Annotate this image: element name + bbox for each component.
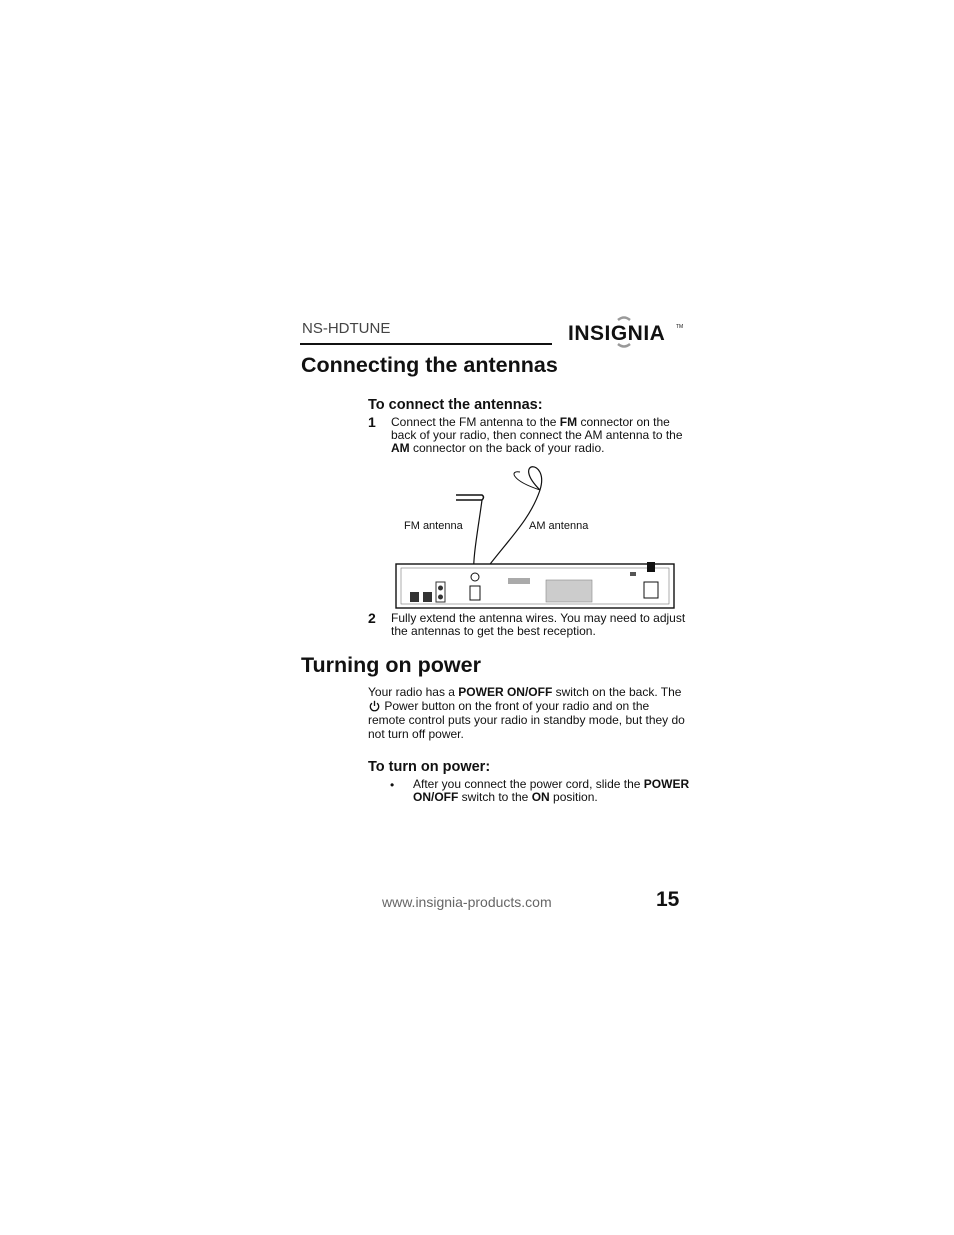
page-number: 15 [656, 888, 680, 911]
logo-text: INSIGNIA [568, 322, 666, 345]
model-name: NS-HDTUNE [302, 320, 391, 337]
logo-tm: TM [676, 324, 684, 330]
bullet-text: After you connect the power cord, slide the POWER ON/OFF switch to the ON position. [413, 777, 690, 804]
fm-antenna-label: FM antenna [404, 520, 463, 532]
section-title-power: Turning on power [301, 653, 481, 677]
step-2-text: Fully extend the antenna wires. You may need to adjust the antennas to get the best reception. [391, 611, 686, 638]
step-number-2: 2 [368, 610, 376, 626]
subheading-turn-on: To turn on power: [368, 759, 491, 775]
bullet-marker: • [390, 778, 395, 792]
power-paragraph: Your radio has a POWER ON/OFF switch on the back. The Power button on the front of your radio and on the remote control puts your radio in standby mode, but they do not turn off power. [368, 685, 685, 741]
insignia-logo [566, 314, 684, 350]
footer-url: www.insignia-products.com [382, 894, 552, 910]
power-icon [368, 700, 381, 712]
fm-antenna-wire [456, 495, 484, 500]
section-title-antennas: Connecting the antennas [301, 353, 558, 377]
header-rule [300, 343, 552, 345]
subheading-connect: To connect the antennas: [368, 397, 543, 413]
step-number-1: 1 [368, 414, 376, 430]
am-antenna-label: AM antenna [529, 520, 589, 532]
antenna-connection-diagram [390, 460, 690, 612]
step-1-text: Connect the FM antenna to the FM connector on the back of your radio, then connect the AM antenna to the AM connector on the back of your radio. [391, 415, 683, 455]
